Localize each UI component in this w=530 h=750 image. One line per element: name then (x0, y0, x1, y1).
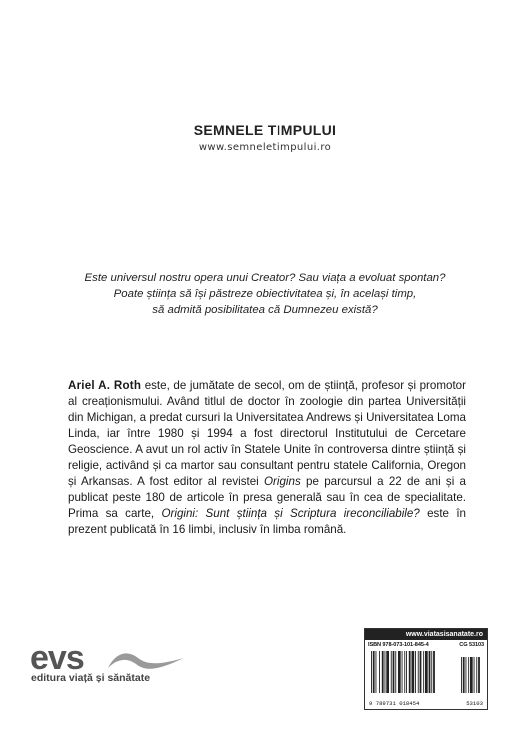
book-title: Origini: Sunt știința și Scriptura ireconciliabile? (161, 507, 420, 520)
bio-text-1: este, de jumătate de secol, om de știință, profesor și promotor al creaționismului. Având titlul de doctor în zoologie din partea Universității din Michigan, a predat cursuri la Universitatea Andrews și Universitatea Loma Linda, iar între 1980 și 1994 a fost directorul Institutului de Cercetare Geoscience. A avut un rol activ în Statele Unite în controversa dintre știință și religie, activând și ca martor sau consultant pentru statele California, Oregon și Arkansas. A fost editor al revistei (68, 379, 466, 488)
barcode-digits-addon: 53103 (466, 700, 483, 707)
question-line-1: Este universul nostru opera unui Creator? Sau viața a evoluat spontan? (84, 272, 446, 284)
isbn-number: ISBN 978-073-101-845-4 (368, 642, 429, 648)
bio-text-3: este în prezent publicată în 16 limbi, inclusiv în limba română. (68, 507, 466, 536)
barcode-digits (365, 700, 487, 707)
publisher-name: SEMNELE TIMPULUI (193, 122, 337, 138)
author-name: Ariel A. Roth (68, 379, 142, 392)
question-line-3: să admită posibilitatea că Dumnezeu există? (152, 304, 378, 316)
catalog-code: CG 53103 (459, 642, 484, 648)
publisher-imprint (0, 122, 530, 153)
question-line-2: Poate știința să își păstreze obiectivitatea și, în același timp, (113, 288, 417, 300)
barcode-icon (369, 651, 483, 695)
evs-publisher-logo (30, 640, 230, 710)
publisher-url: www.semneletimpului.ro (198, 142, 332, 153)
publisher-name-glyph: I (276, 122, 281, 138)
author-bio (68, 378, 466, 538)
barcode-website: www.viatasisanatate.ro (365, 629, 487, 640)
isbn-line (365, 640, 487, 649)
teaser-questions (60, 270, 470, 318)
bio-text-2: pe parcursul a 22 de ani și a publicat peste 180 de articole în presa generală sau în cea de specialitate. Prima sa carte, (68, 475, 466, 520)
journal-title: Origins (264, 475, 301, 488)
evs-tagline: editura viață și sănătate (31, 672, 151, 684)
evs-logo-text: evs (30, 639, 84, 677)
barcode-label (364, 628, 488, 710)
barcode-digits-main: 9 789731 018454 (369, 700, 420, 707)
